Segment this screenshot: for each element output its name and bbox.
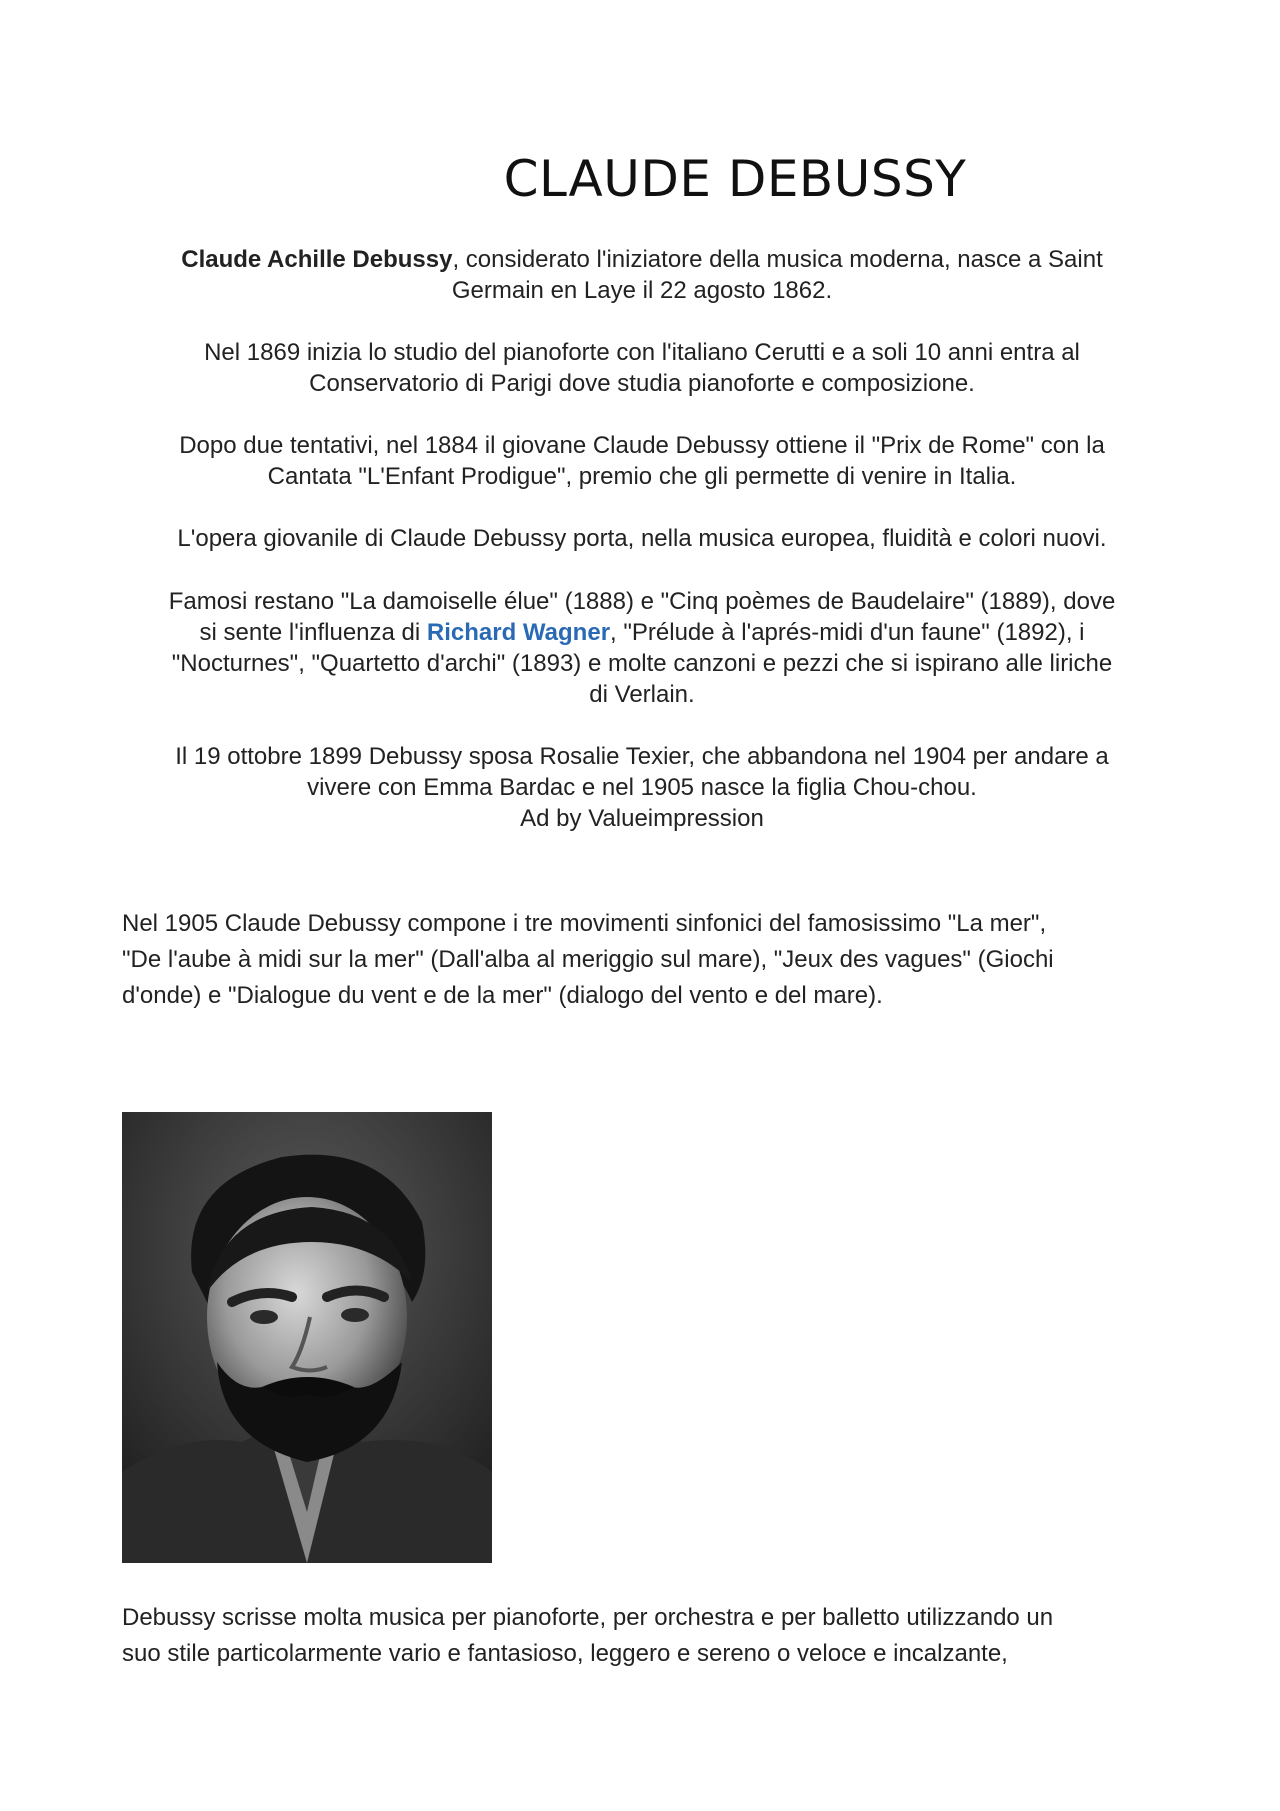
paragraph-text: vivere con Emma Bardac e nel 1905 nasce la figlia Chou-chou. xyxy=(307,774,977,801)
paragraph-text: Nel 1905 Claude Debussy compone i tre movimenti sinfonici del famosissimo "La mer", xyxy=(122,910,1047,937)
paragraph-marriage xyxy=(122,741,1162,803)
paragraph-text: Cantata "L'Enfant Prodigue", premio che gli permette di venire in Italia. xyxy=(267,463,1017,490)
paragraph-text: Debussy scrisse molta musica per pianoforte, per orchestra e per balletto utilizzando un xyxy=(122,1604,1054,1631)
paragraph-early-work xyxy=(122,523,1162,554)
paragraph-text: , "Prélude à l'aprés-midi d'un faune" (1892), i xyxy=(610,619,1085,646)
paragraph-famous-works xyxy=(122,586,1162,710)
paragraph-text: Conservatorio di Parigi dove studia pianoforte e composizione. xyxy=(309,370,975,397)
paragraph-text: Il 19 ottobre 1899 Debussy sposa Rosalie Texier, che abbandona nel 1904 per andare a xyxy=(175,743,1109,770)
debussy-portrait-image xyxy=(122,1112,492,1563)
composer-full-name: Claude Achille Debussy xyxy=(181,246,453,273)
paragraph-text: suo stile particolarmente vario e fantasioso, leggero e sereno o veloce e incalzante, xyxy=(122,1640,1008,1667)
paragraph-la-mer xyxy=(122,906,1162,1014)
paragraph-prix-de-rome xyxy=(122,430,1162,492)
paragraph-text: Famosi restano "La damoiselle élue" (1888) e "Cinq poèmes de Baudelaire" (1889), dove xyxy=(168,588,1116,615)
paragraph-text: "Nocturnes", "Quartetto d'archi" (1893) e molte canzoni e pezzi che si ispirano alle liriche xyxy=(171,650,1113,677)
paragraph-text: Dopo due tentativi, nel 1884 il giovane Claude Debussy ottiene il "Prix de Rome" con la xyxy=(179,432,1105,459)
ad-credit[interactable]: Ad by Valueimpression xyxy=(520,805,764,832)
paragraph-text: , considerato l'iniziatore della musica moderna, nasce a Saint xyxy=(452,246,1103,273)
paragraph-style xyxy=(122,1600,1162,1672)
paragraph-text: L'opera giovanile di Claude Debussy porta, nella musica europea, fluidità e colori nuovi. xyxy=(177,525,1107,552)
paragraph-studies xyxy=(122,337,1162,399)
paragraph-birth xyxy=(122,244,1162,306)
paragraph-text: di Verlain. xyxy=(589,681,695,708)
page-title: CLAUDE DEBUSSY xyxy=(503,150,967,208)
paragraph-text: d'onde) e "Dialogue du vent e de la mer" (dialogo del vento e del mare). xyxy=(122,982,883,1009)
paragraph-text: Nel 1869 inizia lo studio del pianoforte con l'italiano Cerutti e a soli 10 anni entra al xyxy=(204,339,1080,366)
richard-wagner-link[interactable]: Richard Wagner xyxy=(426,619,611,646)
paragraph-text: si sente l'influenza di xyxy=(199,619,427,646)
paragraph-text: "De l'aube à midi sur la mer" (Dall'alba al meriggio sul mare), "Jeux des vagues" (Giochi xyxy=(122,946,1054,973)
paragraph-text: Germain en Laye il 22 agosto 1862. xyxy=(451,277,833,304)
